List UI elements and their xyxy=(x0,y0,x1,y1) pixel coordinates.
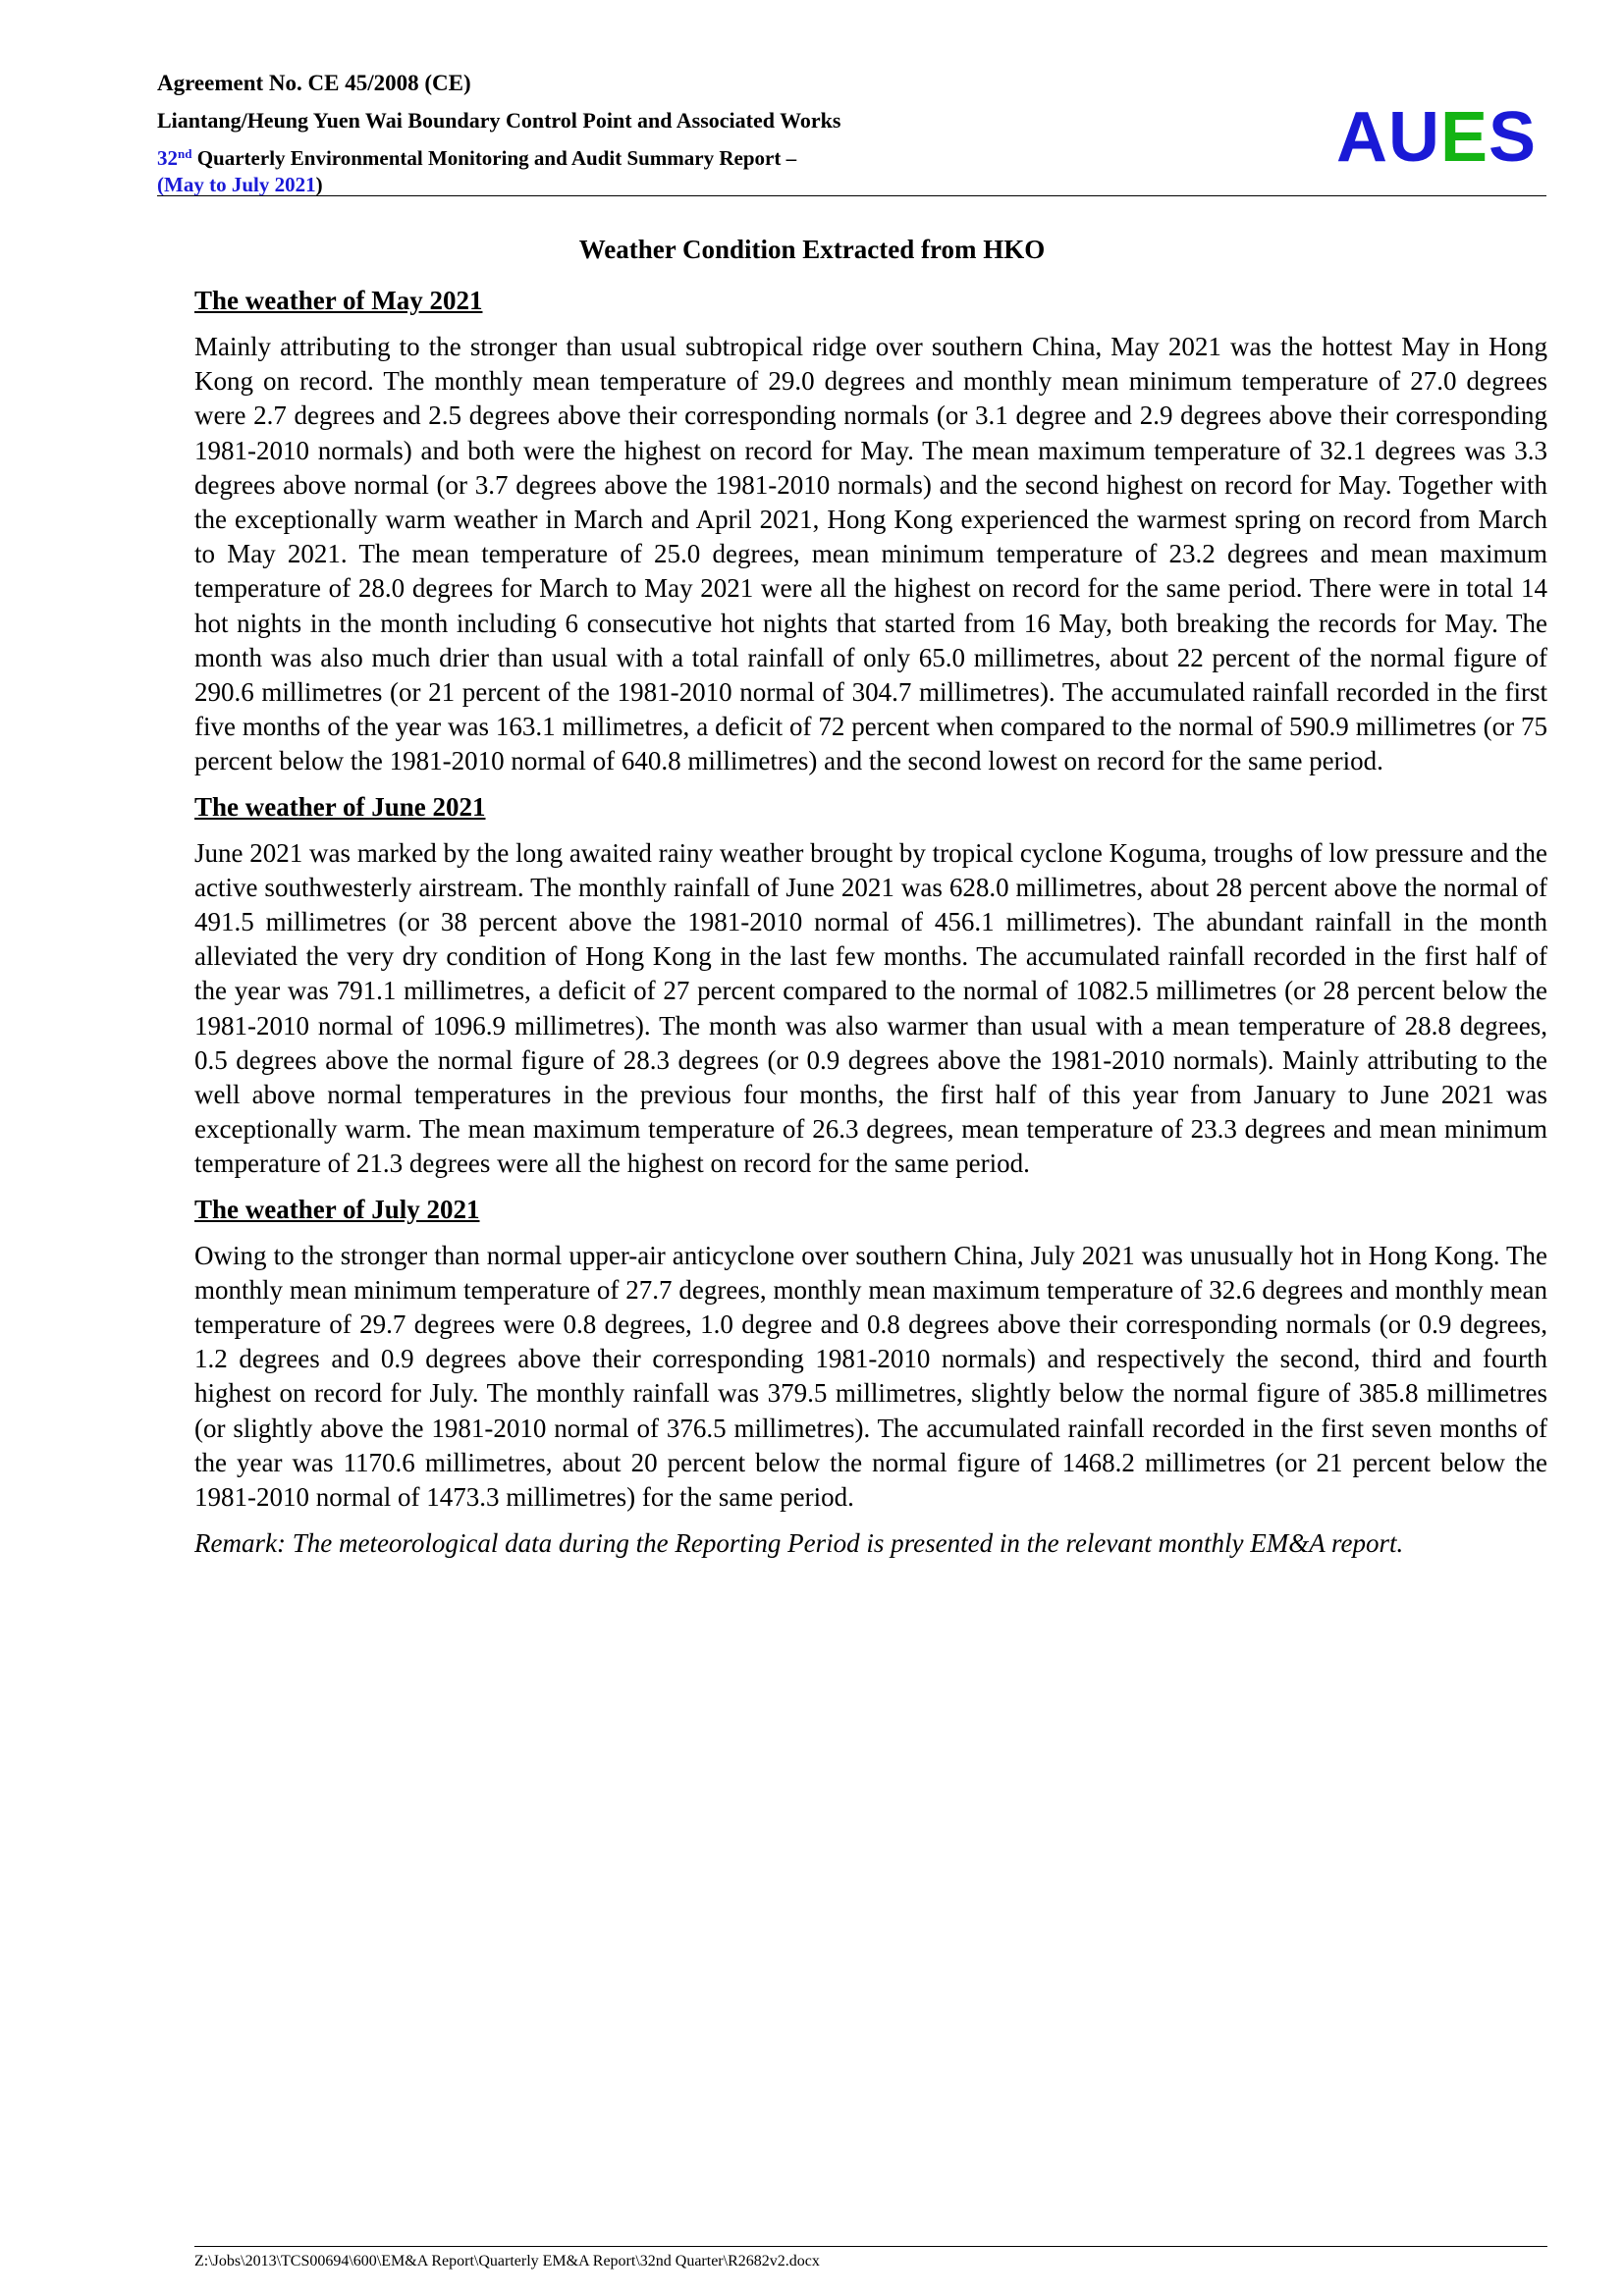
aues-logo xyxy=(1335,98,1537,177)
section-paragraph: Owing to the stronger than normal upper-air anticyclone over southern China, July 2021 was unusually hot in Hong Kong. The monthly mean minimum temperature of 27.7 degrees, monthly mean maximum temperature of 32.6 degrees and monthly mean temperature of 29.7 degrees were 0.8 degrees, 1.0 degree and 0.8 degrees above their corresponding normals (or 0.9 degrees, 1.2 degrees and 0.9 degrees above their corresponding 1981-2010 normals) and respectively the second, third and fourth highest on record for July. The monthly rainfall was 379.5 millimetres, slightly below the normal figure of 385.8 millimetres (or slightly above the 1981-2010 normal of 376.5 millimetres). The accumulated rainfall recorded in the first seven months of the year was 1170.6 millimetres, about 20 percent below the normal figure of 1468.2 millimetres (or 21 percent below the 1981-2010 normal of 1473.3 millimetres) for the same period. xyxy=(194,1240,1547,1513)
section-heading: The weather of July 2021 xyxy=(194,1194,480,1224)
footer-divider xyxy=(194,2246,1547,2247)
logo-letter-e: E xyxy=(1439,98,1489,177)
report-number: 32 xyxy=(157,146,178,170)
section-paragraph: Mainly attributing to the stronger than usual subtropical ridge over southern China, May 2021 was the hottest May in Hong Kong on record. The monthly mean temperature of 29.0 degrees and monthly mean minimum temperature of 27.0 degrees were 2.7 degrees and 2.5 degrees above their corresponding normals (or 3.1 degree and 2.9 degrees above their corresponding 1981-2010 normals) and both were the highest on record for May. The mean maximum temperature of 32.1 degrees was 3.3 degrees above normal (or 3.7 degrees above the 1981-2010 normals) and the second highest on record for May. Together with the exceptionally warm weather in March and April 2021, Hong Kong experienced the warmest spring on record from March to May 2021. The mean temperature of 25.0 degrees, mean minimum temperature of 23.2 degrees and mean maximum temperature of 28.0 degrees for March to May 2021 were all the highest on record for the same period. There were in total 14 hot nights in the month including 6 consecutive hot nights that started from 16 May, both breaking the records for May. The month was also much drier than usual with a total rainfall of only 65.0 millimetres, about 22 percent of the normal figure of 290.6 millimetres (or 21 percent of the 1981-2010 normal of 304.7 millimetres). The accumulated rainfall recorded in the first five months of the year was 163.1 millimetres, a deficit of 72 percent when compared to the normal of 590.9 millimetres (or 75 percent below the 1981-2010 normal of 640.8 millimetres) and the second lowest on record for the same period. xyxy=(194,332,1547,776)
footer-file-path: Z:\Jobs\2013\TCS00694\600\EM&A Report\Quarterly EM&A Report\32nd Quarter\R2682v2.docx xyxy=(194,2253,820,2269)
section-heading: The weather of May 2021 xyxy=(194,286,483,315)
project-title: Liantang/Heung Yuen Wai Boundary Control Point and Associated Works xyxy=(157,108,841,133)
document-body xyxy=(194,285,1547,1588)
section-paragraph: June 2021 was marked by the long awaited rainy weather brought by tropical cyclone Koguma, troughs of low pressure and the active southwesterly airstream. The monthly rainfall of June 2021 was 628.0 millimetres, about 28 percent above the normal of 491.5 millimetres (or 38 percent above the 1981-2010 normal of 456.1 millimetres). The abundant rainfall in the month alleviated the very dry condition of Hong Kong in the last few months. The accumulated rainfall recorded in the first half of the year was 791.1 millimetres, a deficit of 27 percent compared to the normal of 1082.5 millimetres (or 28 percent below the 1981-2010 normal of 1096.9 millimetres). The month was also warmer than usual with a mean temperature of 28.8 degrees, 0.5 degrees above the normal figure of 28.3 degrees (or 0.9 degrees above the 1981-2010 normals). Mainly attributing to the well above normal temperatures in the previous four months, the first half of this year from January to June 2021 was exceptionally warm. The mean maximum temperature of 26.3 degrees, mean temperature of 23.3 degrees and mean minimum temperature of 21.3 degrees were all the highest on record for the same period. xyxy=(194,837,1547,1179)
section-may-2021 xyxy=(194,285,1547,779)
section-june-2021 xyxy=(194,791,1547,1182)
report-period xyxy=(157,172,323,197)
report-title xyxy=(157,141,796,171)
document-title: Weather Condition Extracted from HKO xyxy=(578,235,1046,264)
period-text: May to July 2021 xyxy=(164,173,316,196)
remark-note: Remark: The meteorological data during the Reporting Period is presented in the relevant monthly EM&A report. xyxy=(194,1528,1404,1559)
section-july-2021 xyxy=(194,1194,1547,1516)
agreement-number: Agreement No. CE 45/2008 (CE) xyxy=(157,71,471,95)
section-heading: The weather of June 2021 xyxy=(194,791,486,822)
document-header xyxy=(157,71,1546,196)
header-divider xyxy=(157,195,1546,196)
logo-letter-s: S xyxy=(1488,98,1537,177)
period-close: ) xyxy=(315,173,323,196)
period-open: ( xyxy=(157,173,164,196)
report-ordinal-suffix: nd xyxy=(178,146,192,161)
report-title-text: Quarterly Environmental Monitoring and Audit Summary Report – xyxy=(191,146,797,170)
logo-letter-a: A xyxy=(1335,98,1388,177)
logo-letter-u: U xyxy=(1387,98,1440,177)
